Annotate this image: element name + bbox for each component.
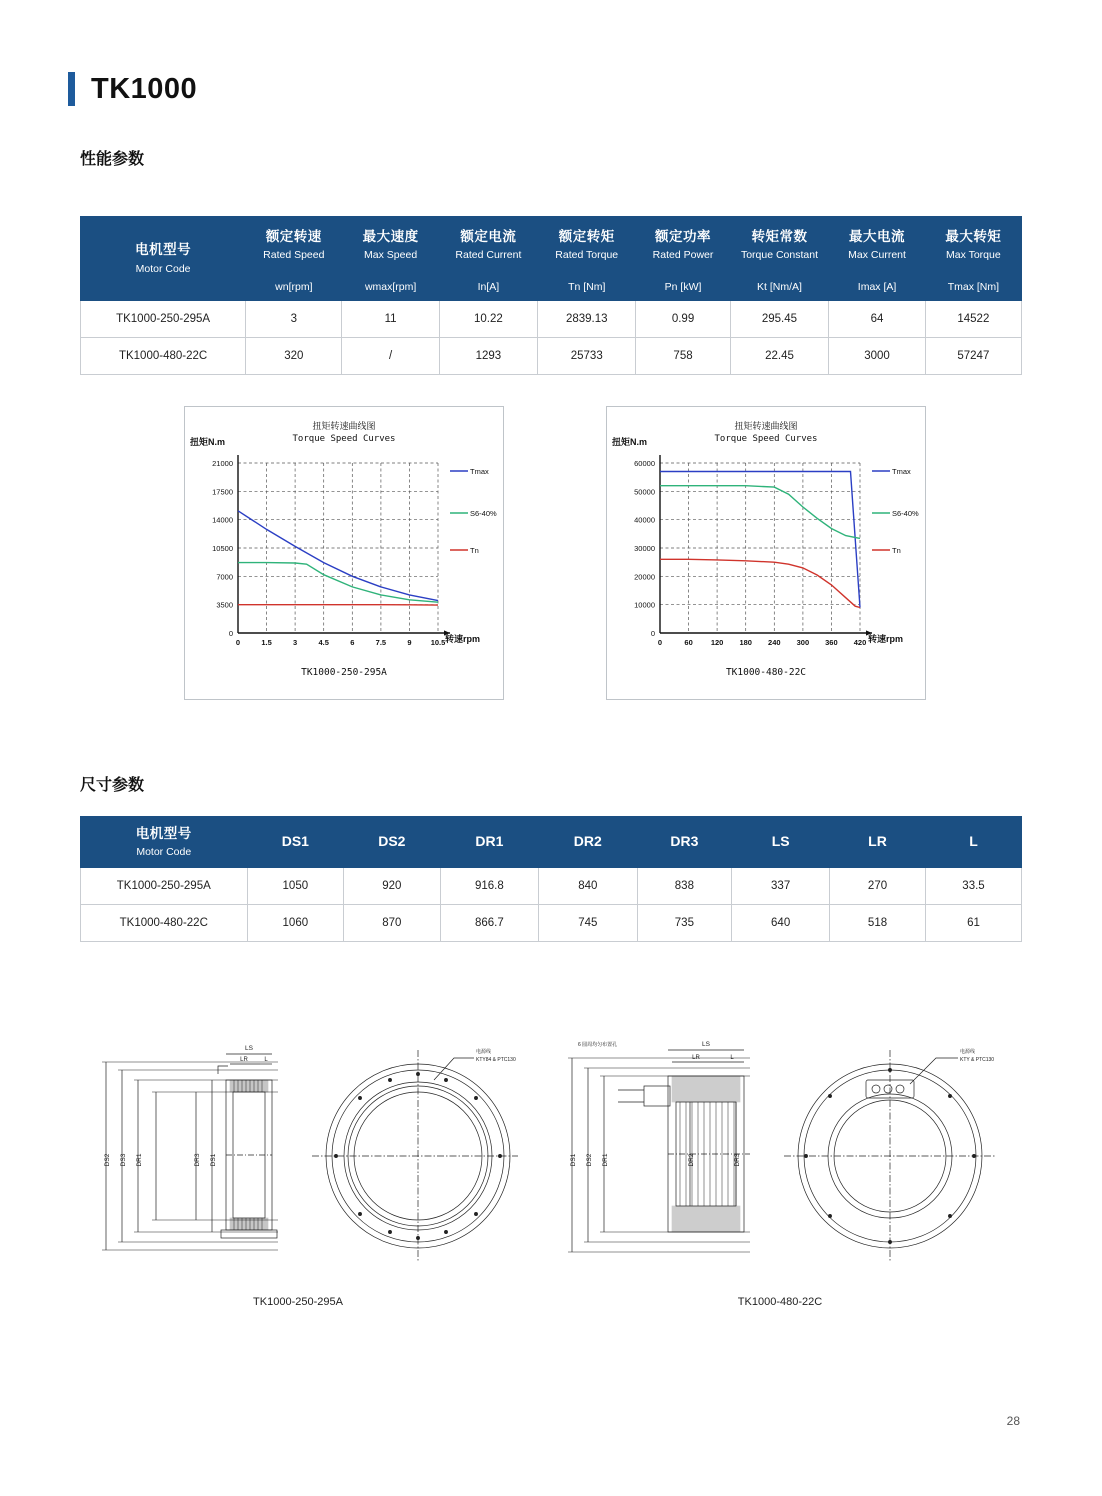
page-number: 28 <box>1006 1414 1020 1428</box>
label-dr3: DR3 <box>194 1153 201 1167</box>
svg-text:360: 360 <box>825 638 838 648</box>
perf-cell: 22.45 <box>730 338 829 375</box>
perf-cell: / <box>342 338 439 375</box>
label-dr1: DR1 <box>136 1153 143 1167</box>
label-l: L <box>264 1057 268 1063</box>
table-row <box>81 868 1022 905</box>
perf-unit-wn: wn[rpm] <box>246 274 342 301</box>
dim-header-ls: LS <box>732 817 830 868</box>
svg-text:3500: 3500 <box>216 600 233 610</box>
svg-text:21000: 21000 <box>212 459 233 469</box>
perf-unit-imax: Imax [A] <box>829 274 925 301</box>
svg-text:300: 300 <box>796 638 810 648</box>
label-ds2: DS2 <box>104 1153 111 1167</box>
svg-text:Tn: Tn <box>892 546 901 556</box>
chart-2-caption: TK1000-480-22C <box>725 667 807 679</box>
perf-header-max-torque: 最大转矩 Max Torque <box>925 217 1021 274</box>
perf-unit-kt: Kt [Nm/A] <box>730 274 829 301</box>
perf-header-rated-speed: 额定转速 Rated Speed <box>246 217 342 274</box>
svg-text:1.5: 1.5 <box>261 638 272 648</box>
chart-1-xlabel: 转速rpm <box>445 634 481 644</box>
perf-cell: TK1000-250-295A <box>81 301 246 338</box>
title-accent-bar <box>68 72 75 106</box>
perf-cell: 2839.13 <box>538 301 636 338</box>
performance-table <box>80 216 1022 375</box>
dimension-table <box>80 816 1022 942</box>
perf-unit-pn: Pn [kW] <box>636 274 730 301</box>
drawing-left-caption: TK1000-250-295A <box>253 1296 343 1308</box>
drawing-right-caption: TK1000-480-22C <box>737 1296 823 1308</box>
label-ls: LS <box>702 1041 710 1048</box>
perf-cell: 0.99 <box>636 301 730 338</box>
dim-cell: 916.8 <box>440 868 538 905</box>
svg-text:7000: 7000 <box>216 572 233 582</box>
chart-2-ylabel: 扭矩N.m <box>612 437 648 447</box>
label-ls: LS <box>245 1045 253 1052</box>
callout-sensor: KTY84 & PTC130 <box>476 1057 516 1063</box>
svg-text:60: 60 <box>684 638 693 648</box>
callout-sensor: KTY & PTC130 <box>960 1057 995 1063</box>
perf-header-row <box>81 217 1022 274</box>
dim-cell: 33.5 <box>926 868 1022 905</box>
label-dr3: DR3 <box>734 1153 741 1167</box>
table-row <box>81 905 1022 942</box>
svg-text:3: 3 <box>293 638 298 648</box>
dim-cell: 745 <box>539 905 637 942</box>
dim-cell: 518 <box>830 905 926 942</box>
callout-power-line-cn: 电源线 <box>960 1049 976 1055</box>
dim-header-l: L <box>926 817 1022 868</box>
callout-power-line-cn: 电源线 <box>476 1049 492 1055</box>
perf-header-rated-power: 额定功率 Rated Power <box>636 217 730 274</box>
perf-cell: 3 <box>246 301 342 338</box>
label-lr: LR <box>240 1057 248 1063</box>
perf-cell: 320 <box>246 338 342 375</box>
perf-header-max-current: 最大电流 Max Current <box>829 217 925 274</box>
dim-cell: 735 <box>637 905 732 942</box>
dim-cell: 337 <box>732 868 830 905</box>
perf-cell: 57247 <box>925 338 1021 375</box>
perf-header-rated-torque: 额定转矩 Rated Torque <box>538 217 636 274</box>
svg-text:Tn: Tn <box>470 546 479 556</box>
dim-cell: 640 <box>732 905 830 942</box>
svg-text:0: 0 <box>657 638 663 648</box>
label-ds3: DS3 <box>120 1153 127 1167</box>
perf-header-motor-code: 电机型号 Motor Code <box>81 217 246 301</box>
perf-cell: 14522 <box>925 301 1021 338</box>
label-lr: LR <box>692 1055 700 1061</box>
label-dr1: DR1 <box>602 1153 609 1167</box>
svg-text:Tmax: Tmax <box>470 467 489 477</box>
dim-header-dr3: DR3 <box>637 817 732 868</box>
dim-cell: TK1000-250-295A <box>81 868 248 905</box>
dim-cell: 866.7 <box>440 905 538 942</box>
svg-text:14000: 14000 <box>212 515 233 525</box>
table-row <box>81 301 1022 338</box>
note-hole-pattern: 6 圆周均匀布置孔 <box>578 1042 618 1048</box>
dim-cell: 920 <box>344 868 441 905</box>
svg-text:20000: 20000 <box>634 572 655 582</box>
svg-text:0: 0 <box>228 629 233 639</box>
dim-header-dr2: DR2 <box>539 817 637 868</box>
svg-text:Tmax: Tmax <box>892 467 911 477</box>
chart-1-ylabel: 扭矩N.m <box>190 437 226 447</box>
dim-cell: 1060 <box>247 905 344 942</box>
svg-text:180: 180 <box>739 638 752 648</box>
technical-drawing-right <box>560 1018 1000 1286</box>
dimension-section-heading: 尺寸参数 <box>80 777 145 794</box>
dim-cell: 270 <box>830 868 926 905</box>
svg-text:S6-40%: S6-40% <box>892 509 919 519</box>
svg-text:6: 6 <box>350 638 355 648</box>
label-dr2: DR2 <box>688 1153 695 1167</box>
perf-cell: TK1000-480-22C <box>81 338 246 375</box>
svg-text:17500: 17500 <box>212 487 233 497</box>
svg-text:10.5: 10.5 <box>430 638 446 648</box>
chart-2-xlabel: 转速rpm <box>868 634 904 644</box>
svg-text:4.5: 4.5 <box>318 638 329 648</box>
chart-1-title: 扭矩转速曲线图 Torque Speed Curves <box>292 421 396 445</box>
svg-text:S6-40%: S6-40% <box>470 509 497 519</box>
dim-cell: 840 <box>539 868 637 905</box>
technical-drawing-left <box>78 1018 518 1286</box>
label-ds2: DS2 <box>586 1153 593 1167</box>
svg-text:0: 0 <box>650 629 655 639</box>
perf-cell: 3000 <box>829 338 925 375</box>
dim-cell: 870 <box>344 905 441 942</box>
svg-text:30000: 30000 <box>634 544 655 554</box>
svg-text:120: 120 <box>710 638 724 648</box>
dim-cell: 61 <box>926 905 1022 942</box>
svg-text:0: 0 <box>235 638 241 648</box>
svg-text:50000: 50000 <box>634 487 655 497</box>
dim-header-motor-code: 电机型号 Motor Code <box>81 817 248 868</box>
page-title-row <box>68 72 197 106</box>
svg-text:60000: 60000 <box>634 459 655 469</box>
perf-cell: 295.45 <box>730 301 829 338</box>
label-ds1: DS1 <box>210 1153 217 1167</box>
perf-cell: 25733 <box>538 338 636 375</box>
dim-header-dr1: DR1 <box>440 817 538 868</box>
torque-speed-chart-1 <box>184 406 504 700</box>
label-l: L <box>730 1055 734 1061</box>
perf-header-torque-constant: 转矩常数 Torque Constant <box>730 217 829 274</box>
perf-cell: 1293 <box>439 338 537 375</box>
svg-text:7.5: 7.5 <box>375 638 387 648</box>
chart-1-caption: TK1000-250-295A <box>301 667 387 679</box>
svg-text:240: 240 <box>768 638 781 648</box>
table-row <box>81 338 1022 375</box>
dim-header-row <box>81 817 1022 868</box>
torque-speed-chart-2 <box>606 406 926 700</box>
dim-cell: TK1000-480-22C <box>81 905 248 942</box>
performance-section-heading: 性能参数 <box>80 151 145 168</box>
svg-text:420: 420 <box>853 638 867 648</box>
perf-header-rated-current: 额定电流 Rated Current <box>439 217 537 274</box>
chart-2-title: 扭矩转速曲线图 Torque Speed Curves <box>714 421 818 445</box>
dim-header-lr: LR <box>830 817 926 868</box>
page-title: TK1000 <box>91 72 198 105</box>
perf-unit-tmax: Tmax [Nm] <box>925 274 1021 301</box>
dim-header-ds1: DS1 <box>247 817 344 868</box>
perf-cell: 11 <box>342 301 439 338</box>
perf-unit-in: In[A] <box>439 274 537 301</box>
svg-text:9: 9 <box>407 638 412 648</box>
perf-header-max-speed: 最大速度 Max Speed <box>342 217 439 274</box>
svg-text:10000: 10000 <box>634 600 655 610</box>
dim-header-ds2: DS2 <box>344 817 441 868</box>
perf-unit-tn: Tn [Nm] <box>538 274 636 301</box>
label-ds1: DS1 <box>570 1153 577 1167</box>
svg-text:10500: 10500 <box>212 544 233 554</box>
perf-unit-wmax: wmax[rpm] <box>342 274 439 301</box>
perf-cell: 758 <box>636 338 730 375</box>
perf-cell: 10.22 <box>439 301 537 338</box>
perf-cell: 64 <box>829 301 925 338</box>
dim-cell: 838 <box>637 868 732 905</box>
dim-cell: 1050 <box>247 868 344 905</box>
svg-text:40000: 40000 <box>634 515 655 525</box>
